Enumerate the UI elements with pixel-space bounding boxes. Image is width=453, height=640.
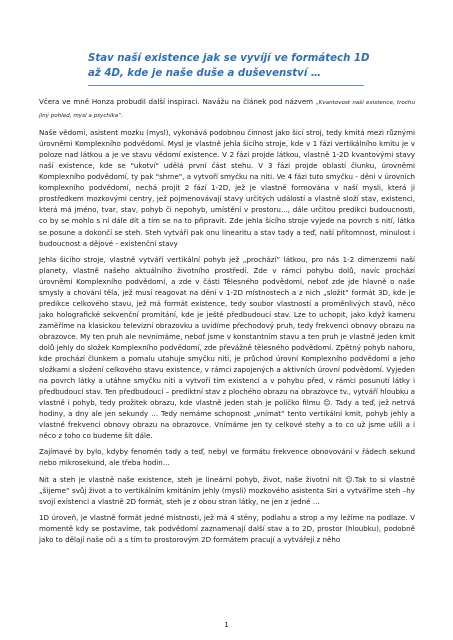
page-number: 1 (224, 621, 229, 629)
paragraph: Zajímavé by bylo, kdyby fenomén tady a teď, nebyl ve formátu frekvence obnovování v řádech sekund nebo mikrosekund, ale třeba hodin… (39, 447, 415, 468)
document-title: Stav naší existence jak se vyvíjí ve formátech 1D až 4D, kde je naše duše a duševenství … (88, 53, 370, 79)
paragraph: 1D úroveň, je vlastně formát jedné místnosti, jež má 4 stěny, podlahu a strop a my ležíme na podlaze. V momentě kdy se postavíme, tak podvědomí zaznamenají další stav a to 2D, prostor (hloubku), podobně jako to dělají naše oči a s tím to prostorovým 2D formátem pracují a vytvářejí z něho (39, 512, 415, 544)
paragraph: Nit a steh je vlastně naše existence, steh je lineární pohyb, život, naše životní nit ☺.Tak to si vlastně „šijeme“ svůj život a to vertikálním kmitáním jehly (mysli) mozkového asistenta Siri a vytváříme steh –hy svojí existenci a vlastně 2D formát, steh je z obou stran látky, ne jen z jedné … (39, 474, 415, 506)
paragraph: Jehla šicího stroje, vlastně vytváří vertikální pohyb jež „prochází“ látkou, pro nás 1-2 dimenzemi naší planety, vlastně našeho aktuálního životního prostředí. Zde v rámci pohybu dolů, navíc prochází úrovněmi Komplexního podvědomí, a zde v části Tělesného podvědomí, neboť zde jde hlavně o naše smysly a chování těla, jež musí reagovat na dění v 1-2D místnostech a z nich „složit“ formát 3D, kde je predikce celkového stavu, jež má formát existence, tedy soubor vlastností a proměnlivých stavů, něco jako holografické sekvenční promítání, kde je ještě předbudoucí stav. Lze to uchopit, jako když kameru zaměříme na klasickou televizní obrazovku a uvidíme přechodový pruh, tedy frekvenci obnovy obrazu na obrazovce. My ten pruh ale nevnímáme, neboť jsme v konstantním stavu a ten pruh je vlastně jeden kmit dolů jehly do složek Komplexního podvědomí, zde převážně tělesného podvědomí. Zpětný pohyb nahoru, kde prochází člunkem a pomalu utahuje smyčku nití, je průchod úrovní Komplexního podvědomí a jeho složkami a složení celkového stavu existence, v rámci zapojených a aktivních úrovní podvědomí. Vyjeden na povrch látky a utáhne smyčku niti a vytvoří tím existenci a v pohybu před, v rámci posunutí látky i předbudoucí stav. Ten předbudoucí – prediktní stav z plochého obrazu na obrazovce tv., vytváří hloubku a vlastně i pohyb, tedy prožitek obrazu, kde vlastně jeden stah je políčko filmu ☺. Tady a teď, jež netrvá hodiny, a dny ale jen sekundy … Tedy nemáme schopnost „vnímat“ tento vertikální kmit, pohyb jehly a vlastně frekvenci obnovy obrazu na obrazovce. Vnímáme jen ty celkové stehy a to co už jsme ušili a i něco z toho co budeme šít dále. (39, 254, 415, 441)
paragraph: Naše vědomí, asistent mozku (mysl), vykonává podobnou činnost jako šicí stroj, tedy kmitá mezi různými úrovněmi Komplexního podvědomí. Mysl je vlastně jehla šicího stroje, kde v 1 fázi vertikálního kmitu je v poloze nad látkou a je ve stavu vědomí existence. V 2 fázi projde látkou, vlastně 1-2D kvantovými stavy naší existence, kde se "ukotví" udělá první část stehu. V 3 fázi projde oblastí člunku, úrovněmi Komplexního podvědomí, ty pak "shrne", a vytvoří smyčku na niti. Ve 4 fázi tuto smyčku - děni v úrovních komplexního podvědomí, nechá projít 2 fází 1-2D, jež je vlastně formována v naší mysli, která ji prostředkem mozkovými centry, jež pojmenovávají stavy určitých událostí a vlastně složí stav, existenci, která má jméno, tvar, stav, pohyb či nepohyb, umístění v prostoru..., dále určitou predikci budoucnosti, co by se mohlo s ní dále dít a tím se na to připravit. Zde jehla šicího stroje vyjede na povrch s nití, látka se posune a dokončí se steh. Steh vytváří pak onu linearitu a stav tady a teď, naší přítomnost, minulost i budoucnost a dějové - existenční stavy (39, 128, 415, 248)
paragraph-intro-text: Včera ve mně Honza probudil další inspiraci. Navážu na článek pod názvem (39, 97, 316, 106)
article-reference: „Kvantovost naší existence, trochu jiný pohled, mysl a psychika“. (39, 100, 416, 120)
paragraph-intro (39, 96, 415, 122)
document-body (39, 96, 415, 545)
title-underline (88, 85, 364, 86)
